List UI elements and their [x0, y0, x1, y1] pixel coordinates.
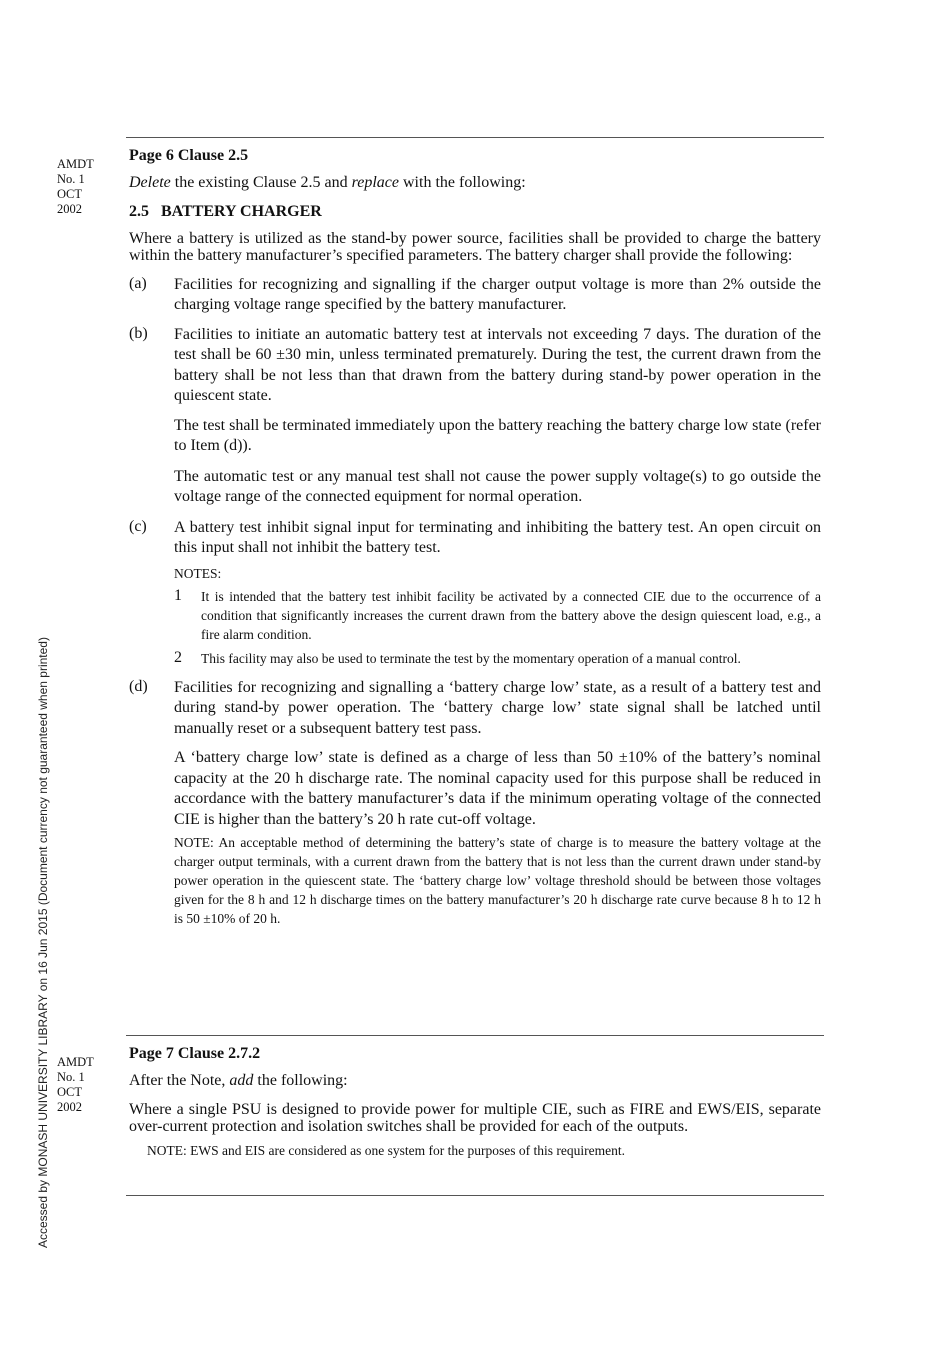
- top-rule: [126, 137, 824, 138]
- section-heading: Page 7 Clause 2.7.2: [129, 1045, 261, 1062]
- instruction: Delete the existing Clause 2.5 and replace with the following:: [129, 174, 526, 191]
- clause-intro: Where a battery is utilized as the stand-by power source, facilities shall be provided to charge the battery within the battery manufacturer’s specified parameters. The battery charger shall provide the following:: [129, 229, 821, 264]
- list-item-c: (c) A battery test inhibit signal input for terminating and inhibiting the battery test. An open circuit on this input shall not inhibit the battery test. NOTES: 1 It is intended that the battery test inhibit facility be activated by a connected CIE due to the occurrence of a condition that significantly increases the current drawn from the battery above the design quiescent load, e.g., a fire alarm condition. 2 This facility may also be used to terminate the test by the momentary operation of a manual control.: [129, 517, 821, 666]
- note-2: 2 This facility may also be used to terminate the test by the momentary operation of a manual control.: [174, 648, 741, 666]
- item-b-paragraph-2: The test shall be terminated immediately upon the battery reaching the battery charge low state (refer to Item (d)).: [174, 416, 821, 454]
- clause-title: 2.5 BATTERY CHARGER: [129, 202, 322, 220]
- section-heading: Page 6 Clause 2.5: [129, 147, 249, 164]
- item-d-paragraph-2: A ‘battery charge low’ state is defined as a charge of less than 50 ±10% of the battery’s nominal capacity at the 20 h discharge rate. The nominal capacity used for this purpose shall be reduced in accordance with the battery manufacturer’s data if the minimum operating voltage of the connected CIE is higher than the battery’s 20 h rate cut-off voltage.: [174, 749, 821, 828]
- instruction: After the Note, add the following:: [129, 1072, 348, 1089]
- amendment-marker-2: AMDT No. 1 OCT 2002: [57, 1055, 94, 1114]
- notes-title: NOTES:: [174, 565, 222, 581]
- list-item-b: (b) Facilities to initiate an automatic battery test at intervals not exceeding 7 days. The duration of the test shall be 60 ±30 min, unless terminated prematurely. During the test, the current drawn from the battery shall be not less than that drawn from the battery during stand-by power operation in the quiescent state. The test shall be terminated immediately upon the battery reaching the battery charge low state (refer to Item (d)). The automatic test or any manual test shall not cause the power supply voltage(s) to go outside the voltage range of the connected equipment for normal operation.: [129, 325, 821, 508]
- middle-rule: [126, 1035, 824, 1036]
- item-b-paragraph-3: The automatic test or any manual test shall not cause the power supply voltage(s) to go outside the voltage range of the connected equipment for normal operation.: [174, 467, 821, 505]
- clause-note: NOTE: EWS and EIS are considered as one system for the purposes of this requirement.: [147, 1142, 625, 1158]
- note-1: 1 It is intended that the battery test inhibit facility be activated by a connected CIE due to the occurrence of a condition that significantly increases the current drawn from the battery above the design quiescent load, e.g., a fire alarm condition.: [174, 586, 821, 642]
- amendment-marker-1: AMDT No. 1 OCT 2002: [57, 157, 94, 216]
- list-item-d: (d) Facilities for recognizing and signalling a ‘battery charge low’ state, as a result of a battery test and during stand-by power operation. The ‘battery charge low’ state signal shall be latched until manually reset or a subsequent battery test pass. A ‘battery charge low’ state is defined as a charge of less than 50 ±10% of the battery’s nominal capacity at the 20 h discharge rate. The nominal capacity used for this purpose shall be reduced in accordance with the battery manufacturer’s data if the minimum operating voltage of the connected CIE is higher than the battery’s 20 h rate cut-off voltage. NOTE: An acceptable method of determining the battery’s state of charge is to measure the battery voltage at the charger output terminals, with a current drawn from the battery that is not less than the current drawn under stand-by power operation in the quiescent state. The ‘battery charge low’ voltage threshold should be between those voltages given for the 8 h and 12 h discharge times on the battery manufacturer’s 20 h discharge rate curve because 8 h to 12 h is 50 ±10% of 20 h.: [129, 677, 821, 926]
- access-watermark: Accessed by MONASH UNIVERSITY LIBRARY on 16 Jun 2015 (Document currency not guaranteed when printed): [36, 637, 50, 1248]
- bottom-rule: [126, 1195, 824, 1196]
- amendment-section-clause-2-5: [129, 146, 821, 928]
- amendment-section-clause-2-7-2: [129, 1044, 821, 1160]
- item-d-note: NOTE: An acceptable method of determining the battery’s state of charge is to measure the battery voltage at the charger output terminals, with a current drawn from the battery that is not less than the current drawn under stand-by power operation in the quiescent state. The ‘battery charge low’ voltage threshold should be between those voltages given for the 8 h and 12 h discharge times on the battery manufacturer’s 20 h discharge rate curve because 8 h to 12 h is 50 ±10% of 20 h.: [174, 835, 821, 926]
- clause-body: Where a single PSU is designed to provide power for multiple CIE, such as FIRE and EWS/EIS, separate over-current protection and isolation switches shall be provided for each of the outputs.: [129, 1100, 821, 1135]
- list-item-a: (a) Facilities for recognizing and signalling if the charger output voltage is more than 2% outside the charging voltage range specified by the battery manufacturer.: [129, 274, 821, 313]
